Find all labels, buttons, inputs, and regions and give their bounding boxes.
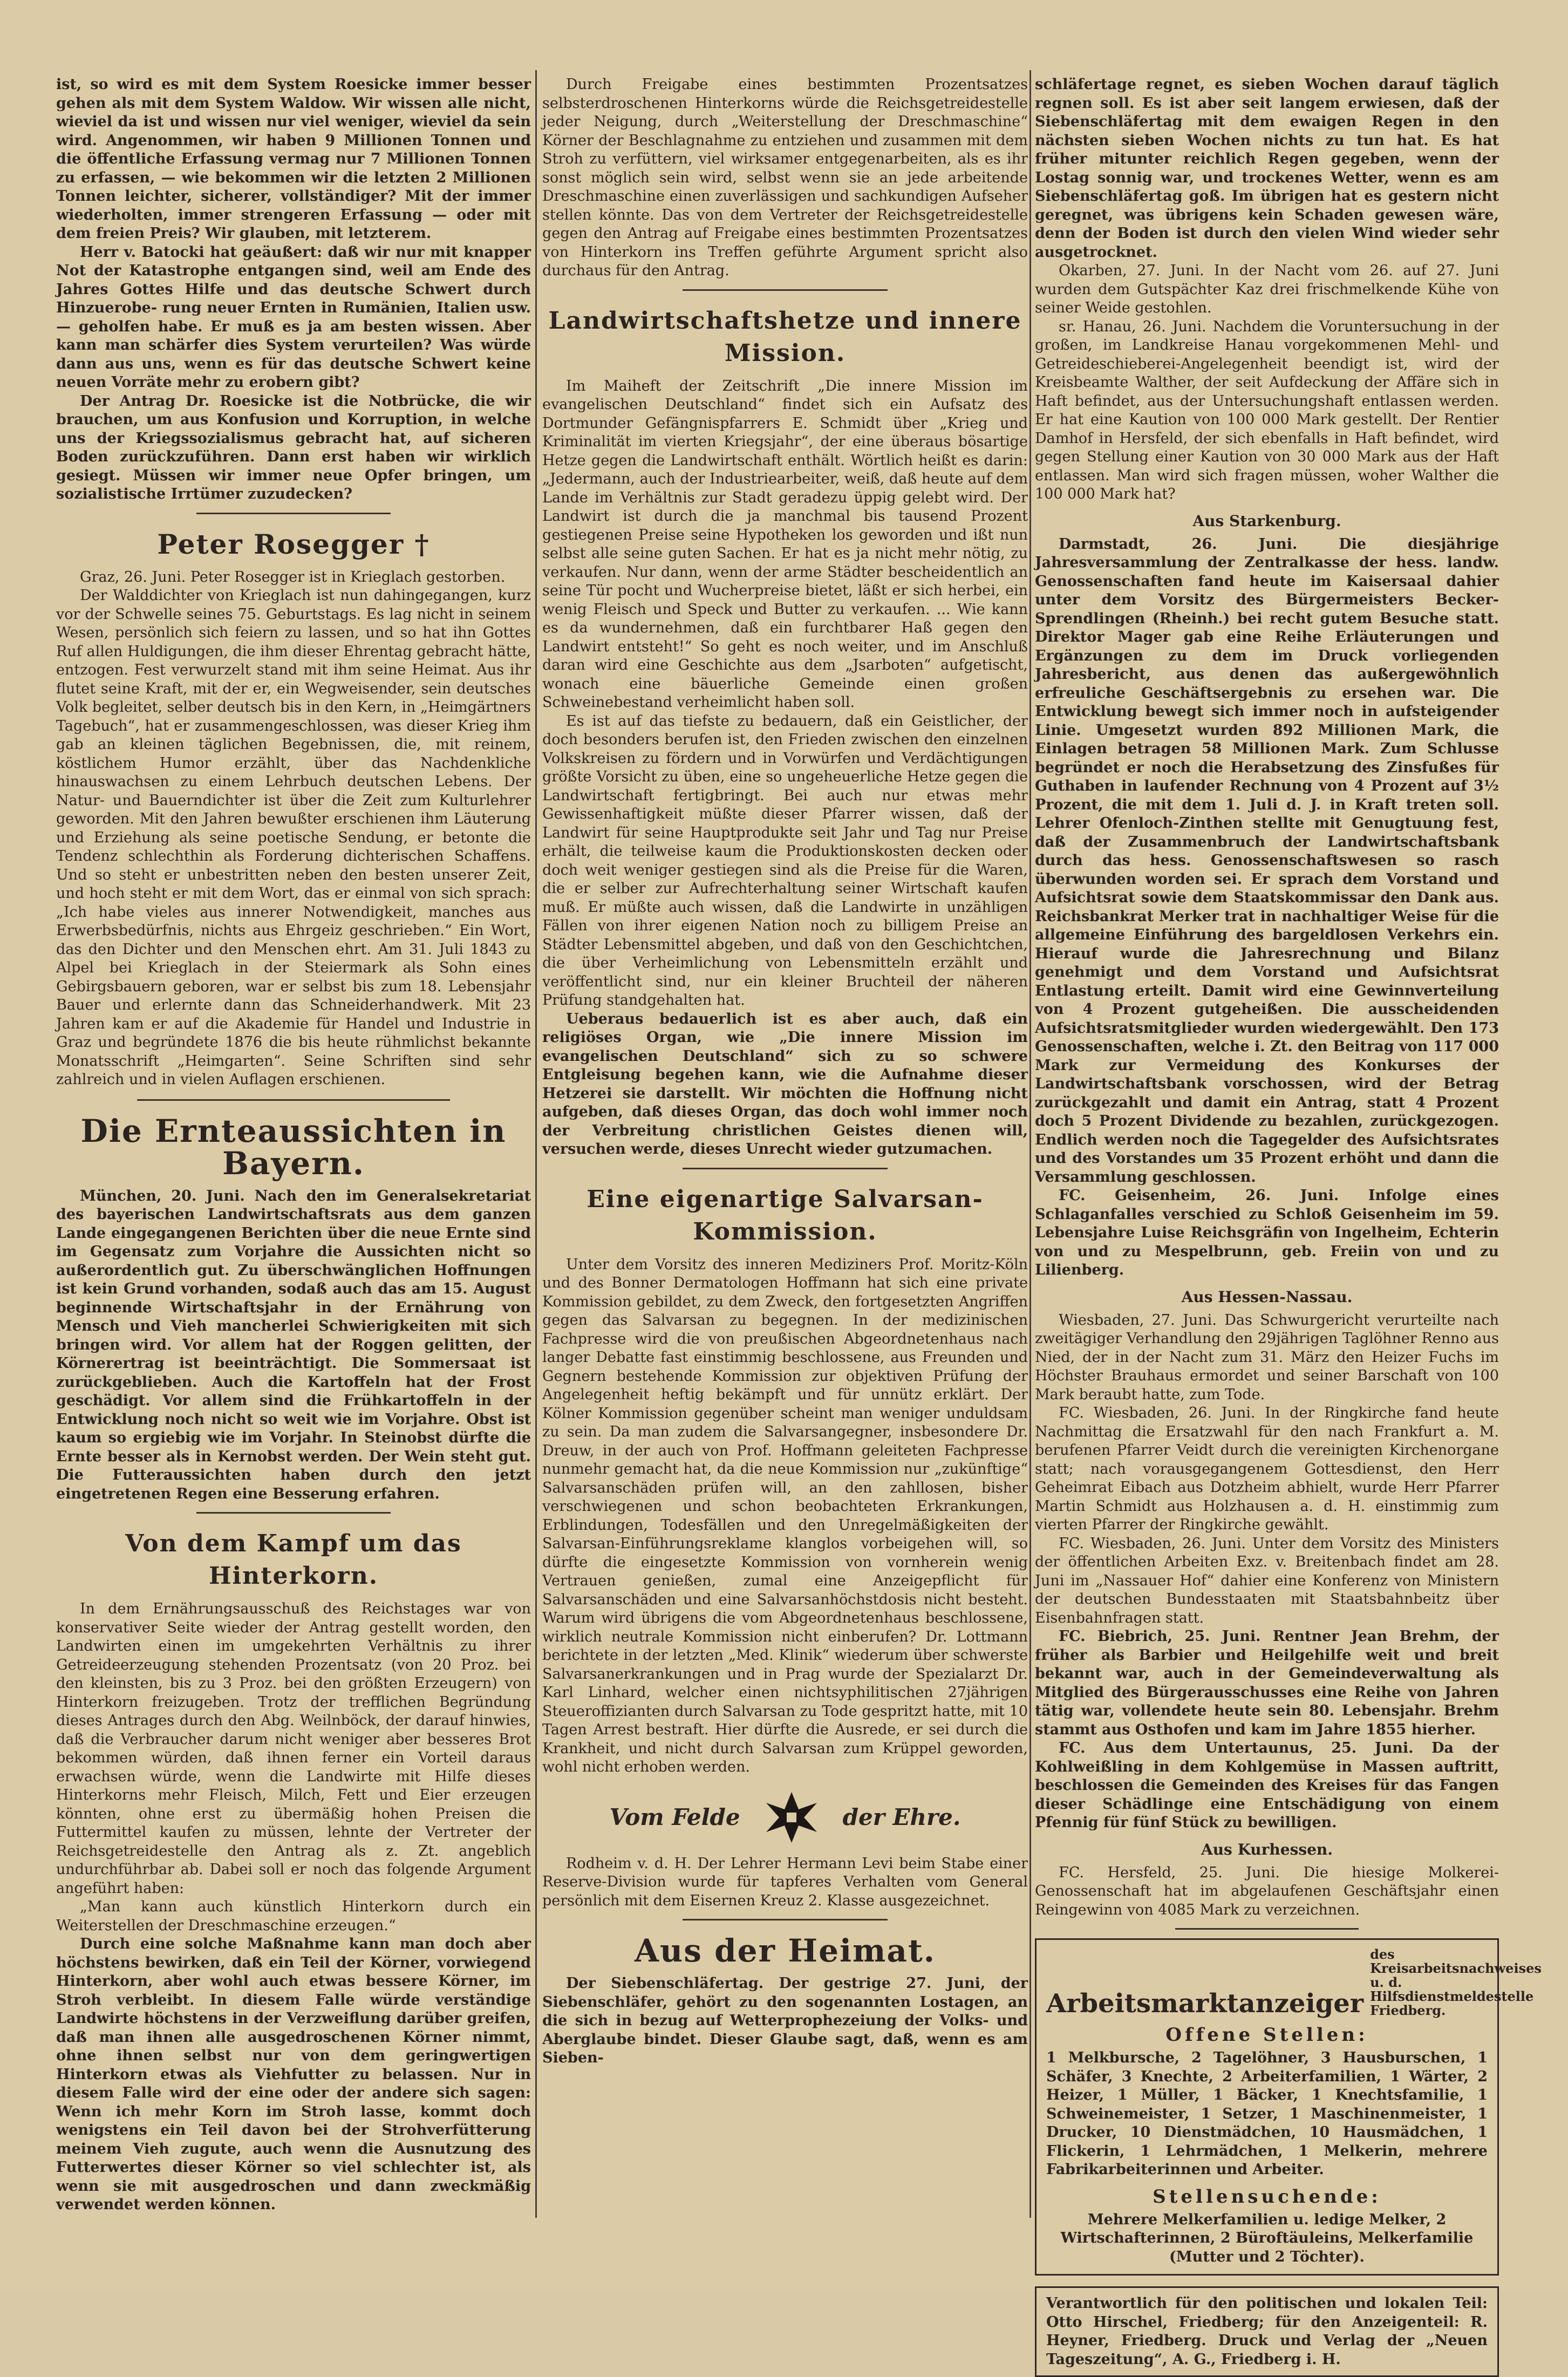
job-market-ad — [1035, 1938, 1542, 2276]
paragraph: Wiesbaden, 27. Juni. Das Schwurgericht verurteilte nach zweitägiger Verhandlung den 29jährigen Taglöhner Renno aus Nied, der in der Nacht zum 31. März den Heizer Fuchs im Höchster Brauhaus ermordet und seiner Barschaft von 100 Mark beraubt hatte, zum Tode. — [1035, 1311, 1499, 1403]
ad-subtitle-line: Hilfsdienstmeldestelle Friedberg. — [1370, 1988, 1534, 2018]
separator — [683, 1919, 888, 1920]
paragraph: Okarben, 27. Juni. In der Nacht vom 26. auf 27. Juni wurden dem Gutspächter Kaz drei frischmelkende Kühe von seiner Weide gestohlen. — [1035, 262, 1499, 316]
separator — [137, 1099, 450, 1101]
headline-rosegger: Peter Rosegger † — [157, 528, 430, 560]
section-heading: Aus Starkenburg. — [1192, 512, 1341, 530]
paragraph: In dem Ernährungsausschuß des Reichstages war von konservativer Seite wieder der Antrag gestellt worden, den Landwirten einen im umgekehrten Verhältnis zu ihrer Getreideerzeugung stehenden Prozentsatz (von 20 Proz. bei den kleinsten, bis zu 3 Proz. bei den größten Erzeugern) von Hinterkorn freizugeben. Trotz der trefflichen Begründung dieses Antrages durch den Abg. Weilnböck, der darauf hinwies, daß die Verbraucher darum nicht weniger aber besseres Brot bekommen würden, daß ihnen ferner ein Vorteil daraus erwachsen würde, wenn die Landwirte mit Hilfe dieses Hinterkorns mehr Fleisch, Milch, Fett und Eier erzeugen könnten, ohne erst zu übermäßig hohen Preisen die Futtermittel kaufen zu müssen, lehnte der Vertreter der Reichsgetreidestelle den Antrag als z. Zt. angeblich undurchführbar ab. Dabei soll er noch das folgende Argument angeführt haben: — [56, 1600, 531, 1897]
ad-header — [1046, 1946, 1542, 2019]
ad-section-heading: Stellensuchende: — [1153, 2185, 1381, 2208]
paragraph: „Man kann auch künstlich Hinterkorn durch ein Weiterstellen der Dreschmaschine erzeugen.“ — [56, 1898, 531, 1934]
separator — [683, 1168, 888, 1169]
separator — [683, 289, 888, 291]
ad-text: 1 Melkbursche, 2 Tagelöhner, 3 Hausburschen, 1 Schäfer, 3 Knechte, 2 Arbeiterfamilien, 1 Wärter, 2 Heizer, 1 Müller, 1 Bäcker, 1 Knechtsfamilie, 1 Schweinemeister, 1 Setzer, 1 Maschinenmeister, 1 Drucker, 10 Dienstmädchen, 10 Hausmädchen, 1 Flickerin, 1 Lehrmädchen, 1 Melkerin, mehrere Fabrikarbeiterinnen und Arbeiter. — [1046, 2049, 1488, 2178]
separator — [196, 1512, 391, 1514]
honor-heading-right: der Ehre. — [842, 1804, 961, 1830]
headline-salvarsan: Eine eigenartige Salvarsan-Kommission. — [587, 1185, 984, 1245]
paragraph: Ueberaus bedauerlich ist es aber auch, daß ein religiöses Organ, wie „Die innere Mission im evangelischen Deutschland“ sich zu so schwere Entgleisung begehen kann, wie die Aufnahme dieser Hetzerei sie darstellt. Wir möchten die Hoffnung nicht aufgeben, daß dieses Organ, das doch wohl immer noch der Verbreitung christlichen Geistes dienen will, versuchen werde, dieses Unrecht wieder gutzumachen. — [542, 1010, 1028, 1157]
ad-section-heading: Offene Stellen: — [1165, 2024, 1368, 2046]
imprint — [1035, 2286, 1499, 2377]
headline-heimat: Aus der Heimat. — [635, 1932, 936, 1969]
headline-hetze: Landwirtschaftshetze und innere Mission. — [548, 307, 1022, 367]
paragraph: FC. Aus dem Untertaunus, 25. Juni. Da der Kohlweißling in dem Kohlgemüse in Massen auftritt, beschlossen die Gemeinden des Kreises für das Fangen dieser Schädlinge eine Entschädigung von einem Pfennig für fünf Stück zu bewilligen. — [1035, 1740, 1499, 1831]
separator — [196, 513, 391, 514]
paragraph: FC. Hersfeld, 25. Juni. Die hiesige Molkerei-Genossenschaft hat im abgelaufenen Geschäftsjahr einen Reingewinn von 4085 Mark zu verzeichnen. — [1035, 1864, 1499, 1918]
honor-heading-left: Vom Felde — [609, 1804, 740, 1830]
column-2 — [542, 76, 1028, 2212]
column-1 — [56, 76, 531, 2212]
paragraph: Durch eine solche Maßnahme kann man doch aber höchstens bewirken, daß ein Teil der Körner, vorwiegend Hinterkorn, aber wohl auch etwas bessere Körner, im Stroh verbleibt. In diesem Falle würde verständige Landwirte höchstens in der Verzweiflung darüber greifen, daß man ihnen alle ausgedroschenen Körner nimmt, ohne ihnen selbst nur von dem geringwertigen Hinterkorn etwas als Viehfutter zu belassen. Nur in diesem Falle wird der eine oder der andere sich sagen: Wenn ich mehr Korn im Stroh lasse, kommt doch wenigstens ein Teil davon bei der Strohverfütterung meinem Vieh zugute, auch wenn die Ausnutzung des Futterwertes dieser Körner so viel schlechter ist, als wenn sie mit ausgedroschen und dann zweckmäßig verwendet werden können. — [56, 1936, 531, 2213]
headline-ernteaussichten: Die Ernteaussichten in Bayern. — [80, 1112, 507, 1182]
iron-cross-icon — [762, 1788, 821, 1847]
ad-subtitle-line: des Kreisarbeitsnachweises u. d. — [1370, 1946, 1542, 1990]
paragraph: FC. Wiesbaden, 26. Juni. Unter dem Vorsitz des Ministers der öffentlichen Arbeiten Exz. v. Breitenbach findet am 28. Juni im „Nassauer Hof“ dahier eine Konferenz von Ministern der deutschen Bundesstaaten mit Staatsbahnbeitz über Eisenbahnfragen statt. — [1035, 1535, 1499, 1626]
section-heading: Aus Hessen-Nassau. — [1181, 1288, 1353, 1306]
paragraph: FC. Wiesbaden, 26. Juni. In der Ringkirche fand heute Nachmittag die Ersatzwahl für den nach Frankfurt a. M. berufenen Pfarrer Veidt durch die vereinigten Kirchenorgane statt; nach vorausgegangenem Gottesdienst, den Herr Geheimrat Eibach aus Dotzheim abhielt, wurde Herr Pfarrer Martin Schmidt aus Holzhausen a. d. H. einstimmig zum vierten Pfarrer der Ringkirche gewählt. — [1035, 1405, 1499, 1533]
paragraph: schläfertage regnet, es sieben Wochen darauf täglich regnen soll. Es ist aber seit langem erwiesen, daß der Siebenschläfertag mit dem ewaigen Regen in den nächsten sieben Wochen nichts zu tun hat. Es hat früher mitunter reichlich Regen gegeben, wenn der Lostag sonnig war, und trockenes Wetter, wenn es am Siebenschläfertag goß. Im übrigen hat es gestern nicht geregnet, was übrigens kein Schaden gewesen wäre, denn der Boden ist durch den vielen Wind wieder sehr ausgetrocknet. — [1035, 76, 1499, 261]
ad-subtitle — [1370, 1947, 1542, 2018]
column-3 — [1035, 76, 1542, 2368]
paragraph: sr. Hanau, 26. Juni. Nachdem die Voruntersuchung in der großen, im Landkreise Hanau vorgekommenen Mehl- und Getreideschieberei-Angelegenheit beendigt ist, wird der Kreisbeamte Walther, der seit Aufdeckung der Affäre sich in Haft befindet, aus der Untersuchungshaft entlassen werden. Er hat eine Kaution von 100 000 Mark gestellt. Der Rentier Damhof in Hersfeld, der sich ebenfalls in Haft befindet, wird gegen Stellung einer Kaution von 30 000 Mark aus der Haft entlassen. Man wird sich fragen müssen, woher Walther die 100 000 Mark hat? — [1035, 318, 1499, 502]
separator — [1175, 1928, 1359, 1930]
paragraph: Es ist auf das tiefste zu bedauern, daß ein Geistlicher, der doch besonders berufen ist, den Frieden zwischen den einzelnen Volkskreisen zu fördern und in Vorwürfen und Verdächtigungen größte Vorsicht zu üben, eine so ungeheuerliche Hetze gegen die Landwirtschaft fertigbringt. Bei auch nur etwas mehr Gewissenhaftigkeit müßte dieser Pfarrer wissen, daß der Landwirt für seine Hauptprodukte seit Jahr und Tag nur Preise erhält, die teilweise kaum die Produktionskosten decken oder doch weit weniger gestiegen sind als die Preise für die Waren, die er selber zur Aufrechterhaltung seiner Wirtschaft kaufen muß. Er müßte auch wissen, daß die Landwirte in unzähligen Fällen von ihrer eigenen Nation noch zu billigem Preise an Städter Lebensmittel abgeben, und daß von den Geschichtchen, die über Verheimlichung von Lebensmitteln erzählt und veröffentlicht sind, nur ein kleiner Bruchteil der näheren Prüfung standgehalten hat. — [542, 712, 1028, 1009]
headline-hinterkorn: Von dem Kampf um das Hinterkorn. — [125, 1530, 462, 1590]
paragraph: Rodheim v. d. H. Der Lehrer Hermann Levi beim Stabe einer Reserve-Division wurde für tapferes Verhalten vom General persönlich mit dem Eisernen Kreuz 2. Klasse ausgezeichnet. — [542, 1855, 1028, 1909]
paragraph: ist, so wird es mit dem System Roesicke immer besser gehen als mit dem System Waldow. Wir wissen alle nicht, wieviel da ist und wissen nur viel weniger, wieviel da sein wird. Angenommen, wir haben 9 Millionen Tonnen und die öffentliche Erfassung vermag nur 7 Millionen Tonnen zu erfassen, — wie bekommen wir die letzten 2 Millionen Tonnen leichter, sicherer, vollständiger? Mit der immer wiederholten, immer strengeren Erfassung — oder mit dem freien Preis? Wir glauben, mit letzterem. — [56, 76, 531, 242]
paragraph: Der Siebenschläfertag. Der gestrige 27. Juni, der Siebenschläfer, gehört zu den sogenannten Lostagen, an die sich in bezug auf Wetterprophezeiung der Volks- und Aberglaube bindet. Dieser Glaube sagt, daß, wenn es am Sieben- — [542, 1975, 1028, 2066]
paragraph: Durch Freigabe eines bestimmten Prozentsatzes selbsterdroschenen Hinterkorns würde die Reichsgetreidestelle jeder Neigung, durch „Weiterstellung der Dreschmaschine“ Körner der Beschlagnahme zu entziehen und zusammen mit dem Stroh zu verfüttern, viel wirksamer entgegenarbeiten, als es ihr sonst möglich sein wird, selbst wenn sie an jede arbeitende Dreschmaschine einen zuverlässigen und sachkundigen Aufseher stellen könnte. Das von dem Vertreter der Reichsgetreidestelle gegen den Antrag auf Freigabe eines bestimmten Prozentsatzes von Hinterkorn ins Treffen geführte Argument spricht also durchaus für den Antrag. — [542, 76, 1028, 279]
paragraph: Darmstadt, 26. Juni. Die diesjährige Jahresversammlung der Zentralkasse der hess. landw. Genossenschaften fand heute im Kaisersaal dahier unter dem Vorsitz des Bürgermeisters Becker-Sprendlingen (Rheinh.) bei recht gutem Besuche statt. Direktor Mager gab eine Reihe Erläuterungen und Ergänzungen zu dem im Druck vorliegenden Jahresbericht, aus denen das außergewöhnlich erfreuliche Geschäftsergebnis zu ersehen war. Die Entwicklung bewegt sich immer noch in aufsteigender Linie. Umgesetzt wurden 892 Millionen Mark, die Einlagen betragen 58 Millionen Mark. Zum Schlusse begründet er noch die Herabsetzung des Zinsfußes für Guthaben in laufender Rechnung von 4 Prozent auf 3½ Prozent, die mit dem 1. Juli d. J. in Kraft treten soll. Lehrer Ofenloch-Zinthen stellte mit Genugtuung fest, daß der Zusammenbruch der Landwirtschaftsbank durch das hess. Genossenschaftswesen so rasch überwunden worden sei. Er sprach dem Vorstand und Aufsichtsrat sowie dem Staatskommissar den Dank aus. Reichsbankrat Merker trat in nachhaltiger Weise für die allgemeine Einführung des bargeldlosen Verkehrs ein. Hierauf wurde die Jahresrechnung und Bilanz genehmigt und dem Vorstand und Aufsichtsrat Entlastung erteilt. Damit wird eine Gewinnverteilung von 4 Prozent gutgeheißen. Die ausscheidenden Aufsichtsratsmitglieder wurden wiedergewählt. Den 173 Genossenschaften, welche i. Zt. den Beitrag von 117 000 Mark zur Vermeidung des Konkurses der Landwirtschaftsbank vorschossen, wird der Betrag zurückgezahlt und damit ein Antrag, statt 4 Prozent doch 5 Prozent Dividende zu bezahlen, zurückgezogen. Endlich werden noch die Tagegelder des Aufsichtsrates und des Vorstandes um 35 Prozent erhöht und dann die Versammlung geschlossen. — [1035, 535, 1499, 1186]
paragraph: FC. Geisenheim, 26. Juni. Infolge eines Schlaganfalles verschied zu Schloß Geisenheim im 59. Lebensjahre Luise Reichsgräfin von Ingelheim, Echterin von und zu Mespelbrunn, geb. Freiin von und zu Lilienberg. — [1035, 1187, 1499, 1278]
ad-text: Mehrere Melkerfamilien u. ledige Melker, 2 Wirtschafterinnen, 2 Büroftäuleins, Melkerfamilie (Mutter und 2 Töchter). — [1060, 2211, 1474, 2265]
paragraph: FC. Biebrich, 25. Juni. Rentner Jean Brehm, der früher als Barbier und Heilgehilfe weit und breit bekannt war, auch in der Gemeindeverwaltung als Mitglied des Bürgerausschusses eine Reihe von Jahren tätig war, vollendete heute sein 80. Lebensjahr. Brehm stammt aus Osthofen und kam im Jahre 1855 hierher. — [1035, 1628, 1499, 1738]
ad-title: Arbeitsmarktanzeiger — [1046, 1988, 1364, 2019]
honor-heading — [542, 1788, 1028, 1847]
section-heading: Aus Kurhessen. — [1201, 1840, 1333, 1858]
paragraph: Der Antrag Dr. Roesicke ist die Notbrücke, die wir brauchen, um aus Konfusion und Korruption, in welche uns der Kriegssozialismus gebracht hat, auf sicheren Boden zurückzuführen. Dann erst haben wir wirklich gesiegt. Müssen wir immer neue Opfer bringen, um sozialistische Irrtümer zuzudecken? — [56, 392, 531, 502]
paragraph: München, 20. Juni. Nach den im Generalsekretariat des bayerischen Landwirtschaftsrats aus dem ganzen Lande eingegangenen Berichten über die neue Ernte sind im Gegensatz zum Vorjahre die Aussichten nicht so außerordentlich gut. Zu überschwänglichen Hoffnungen ist kein Grund vorhanden, sodaß auch das am 15. August beginnende Wirtschaftsjahr in der Ernährung von Mensch und Vieh mancherlei Schwierigkeiten mit sich bringen wird. Vor allem hat der Roggen gelitten, der Körnerertrag ist beeinträchtigt. Die Sommersaat ist zurückgeblieben. Auch die Kartoffeln hat der Frost geschädigt. Vor allem sind die Frühkartoffeln in der Entwicklung noch nicht so weit wie im Vorjahre. Obst ist kaum so ergiebig wie im Vorjahr. In Steinobst dürfte die Ernte besser als in Kernobst werden. Der Wein steht gut. Die Futteraussichten haben durch den jetzt eingetretenen Regen eine Besserung erfahren. — [56, 1187, 531, 1502]
paragraph: Graz, 26. Juni. Peter Rosegger ist in Krieglach gestorben. — [80, 568, 506, 585]
paragraph: Herr v. Batocki hat geäußert: daß wir nur mit knapper Not der Katastrophe entgangen sind, weil am Ende des Jahres Gottes Hilfe und das deutsche Schwert durch Hinzuerobe- rung neuer Ernten in Rumänien, Italien usw. — geholfen habe. Er muß es ja am besten wissen. Aber kann man schärfer dies System verurteilen? Was würde dann aus uns, wenn es für das deutsche Schwert keine neuen Vorräte mehr zu erobern gibt? — [56, 243, 531, 391]
imprint-text: Verantwortlich für den politischen und lokalen Teil: Otto Hirschel, Friedberg; für den Anzeigenteil: R. Heyner, Friedberg. Druck und Verlag der „Neuen Tageszeitung“, A. G., Friedberg i. H. — [1046, 2295, 1488, 2368]
paragraph: Unter dem Vorsitz des inneren Mediziners Prof. Moritz-Köln und des Bonner Dermatologen Hoffmann hat sich eine private Kommission gebildet, zu dem Zweck, den fortgesetzten Angriffen gegen das Salvarsan zu begegnen. In der medizinischen Fachpresse wird die von preußischen Abgeordnetenhaus nach langer Debatte fast einstimmig beschlossene, aus Freunden und Gegnern bestehende Kommission zur objektiven Prüfung der Angelegenheit heftig bekämpft und für unnütz erklärt. Der Kölner Kommission gegenüber scheint man weniger unduldsam zu sein. Da man zudem die Salvarsangegner, insbesondere Dr. Dreuw, in der auch von Prof. Hoffmann geleiteten Fachpresse nunmehr gemacht hat, da die neue Kommission nur „zukünftige“ Salvarsanschäden prüfen will, an den zahllosen, bisher verschwiegenen und schon beobachteten Erkrankungen, Erblindungen, Todesfällen und den Unregelmäßigkeiten der Salvarsan-Einführungsreklame klanglos vorbeigehen will, so dürfte die eingesetzte Kommission von vornherein wenig Vertrauen genießen, zumal eine Anzeigepflicht für Salvarsanschäden und eine Salvarsanhöchstdosis nicht besteht. Warum wird übrigens die vom Abgeordnetenhaus beschlossene, wirklich neutrale Kommission nicht einberufen? Dr. Lottmann berichtete in der letzten „Med. Klinik“ wiederum über schwerste Salvarsanerkrankungen und in Prag wurde der Spezialarzt Dr. Karl Linhard, welcher einen nichtsyphilitischen 27jährigen Steueroffizianten durch Salvarsan zu Tode gespritzt hatte, mit 10 Tagen Arrest bestraft. Hier dürfte die Ausrede, er sei durch die Krankheit, und nicht durch Salvarsan zum Krüppel geworden, wohl nicht erhoben werden. — [542, 1256, 1028, 1775]
column-rule — [1030, 70, 1031, 2218]
paragraph: Im Maiheft der Zeitschrift „Die innere Mission im evangelischen Deutschland“ findet sich ein Aufsatz des Dortmunder Gefängnispfarrers E. Schmidt über „Krieg und Kriminalität im vierten Kriegsjahr“, der eine überaus bösartige Hetze gegen die Landwirtschaft enthält. Wörtlich heißt es darin: „Jedermann, auch der Industriearbeiter, weiß, daß heute auf dem Lande im Verhältnis zur Stadt geradezu üppig gelebt wird. Der Landwirt ist durch die ja manchmal bis tausend Prozent gestiegenen Preise seine Hypotheken los geworden und ißt nun selbst alle seine guten Sachen. Er hat es ja nicht mehr nötig, zu verkaufen. Nur dann, wenn der arme Städter bescheidentlich an seine Tür pocht und Wucherpreise bietet, läßt er sich herbei, ein wenig Fleisch und Speck und Butter zu verkaufen. ... Wie kann es da wundernehmen, daß ein furchtbarer Haß gegen den Landwirt entsteht!“ So geht es noch weiter, und im Anschluß daran wird eine Geschichte aus dem „Jsarboten“ aufgetischt, wonach eine bäuerliche Gemeinde einen großen Schweinebestand verheimlicht haben soll. — [542, 377, 1028, 711]
column-rule — [535, 70, 537, 2218]
paragraph: Der Walddichter von Krieglach ist nun dahingegangen, kurz vor der Schwelle seines 75. Geburtstags. Es lag nicht in seinem Wesen, persönlich sich feiern zu lassen, und so hat ihn Gottes Ruf allen Huldigungen, die ihm dieser Ehrentag gebracht hätte, entzogen. Fest verwurzelt stand mit ihm seine Heimat. Aus ihr flutet seine Kraft, mit der er, ein Wegweisender, sein deutsches Volk begleitet, selber deutsch bis in den Kern, in „Heimgärtners Tagebuch“, hat er zusammengeschlossen, was dieser Krieg ihm gab an kleinen täglichen Begebnissen, die, mit reinem, köstlichem Humor erzählt, über das Nachdenkliche hinauswachsen zu einem Lehrbuch deutschen Lebens. Der Natur- und Bauerndichter ist über die Zeit zum Kulturlehrer geworden. Mit den Jahren bewußter erschienen ihm Läuterung und Erziehung als seine poetische Sendung, er betonte die Tendenz schlechthin als Forderung dichterischen Schaffens. Und so steht er unbestritten neben den besten unserer Zeit, und hoch steht er mit dem Wort, das er einmal von sich sprach: „Ich habe vieles aus innerer Notwendigkeit, manches aus Erwerbsbedürfnis, nichts aus Ehrgeiz geschrieben.“ Ein Wort, das den Dichter und den Menschen ehrt. Am 31. Juli 1843 zu Alpel bei Krieglach in der Steiermark als Sohn eines Gebirgsbauern geboren, war er selbst bis zum 18. Lebensjahr Bauer und erlernte dann das Schneiderhandwerk. Mit 23 Jahren kam er auf die Akademie für Handel und Industrie in Graz und begründete 1876 die bis heute rühmlichst bekannte Monatsschrift „Heimgarten“. Seine Schriften sind sehr zahlreich und in vielen Auflagen erschienen. — [56, 587, 531, 1088]
